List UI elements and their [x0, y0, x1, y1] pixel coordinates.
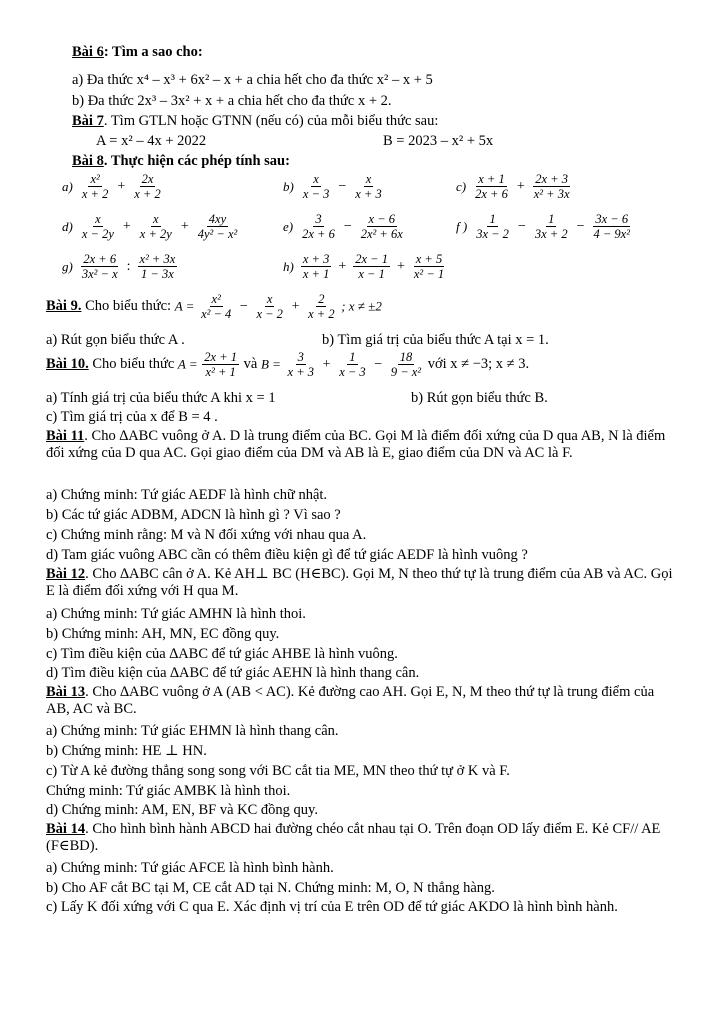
b8-expr-b: [283, 172, 385, 201]
fraction: [138, 212, 174, 241]
b14-text: . Cho hình bình hành ABCD hai đường chéo cắt nhau tại O. Trên đoạn OD lấy điểm E. Kẻ CF// AE (F∈BD).: [46, 821, 661, 854]
b7-title-rest: . Tìm GTLN hoặc GTNN (nếu có) của mỗi biểu thức sau:: [103, 113, 439, 129]
operator: +: [180, 218, 189, 234]
denominator: 3x + 2: [534, 227, 568, 241]
b6-b: b) Đa thức 2x³ – 3x² + x + a chia hết cho đa thức x + 2.: [72, 93, 392, 109]
b12-b: b) Chứng minh: AH, MN, EC đồng quy.: [46, 626, 280, 642]
denominator: x + 2: [134, 187, 161, 201]
b14-b: b) Cho AF cắt BC tại M, CE cắt AD tại N. Chứng minh: M, O, N thẳng hàng.: [46, 880, 495, 896]
b6-a: a) Đa thức x⁴ – x³ + 6x² – x + a chia hết cho đa thức x² – x + 5: [72, 72, 433, 88]
fraction: [353, 172, 383, 201]
denominator: 3x² − x: [81, 267, 118, 281]
b9-a: a) Rút gọn biểu thức A .: [46, 332, 185, 348]
b8-title-rest: . Thực hiện các phép tính sau:: [103, 153, 290, 169]
denominator: x − 1: [358, 267, 385, 281]
expr-label: g): [62, 258, 73, 274]
fraction: [300, 212, 337, 241]
denominator: 4 − 9x²: [593, 227, 630, 241]
operator: +: [516, 178, 525, 194]
numerator: 2x + 1: [204, 350, 238, 364]
operator: −: [343, 218, 352, 234]
b10-condition: với x ≠ −3; x ≠ 3.: [427, 356, 530, 372]
b14-title: Bài 14: [46, 821, 86, 837]
b8-heading: [72, 153, 290, 170]
denominator: 4y² − x²: [197, 227, 238, 241]
b14-a: a) Chứng minh: Tứ giác AFCE là hình bình hành.: [46, 860, 334, 876]
expr-label: e): [283, 218, 294, 234]
denominator: x − 3: [339, 365, 366, 379]
fraction: [412, 252, 446, 281]
fraction: [202, 350, 239, 379]
b13-b: b) Chứng minh: HE ⊥ HN.: [46, 743, 207, 759]
numerator: 4xy: [208, 212, 227, 226]
denominator: x − 2: [256, 307, 283, 321]
b10-statement: [46, 350, 529, 379]
operator: −: [374, 356, 383, 372]
denominator: x + 1: [302, 267, 330, 281]
b8-expr-d: [62, 212, 240, 241]
fraction: [254, 292, 284, 321]
denominator: x − 3: [302, 187, 330, 201]
numerator: 2x: [141, 172, 154, 186]
denominator: x − 2y: [81, 227, 114, 241]
numerator: x − 6: [368, 212, 395, 226]
operator: +: [322, 356, 331, 372]
b6-heading: [72, 44, 203, 61]
b9-condition: ; x ≠ ±2: [341, 298, 382, 314]
fraction: [286, 350, 316, 379]
fraction: [199, 292, 233, 321]
b13-d: d) Chứng minh: AM, EN, BF và KC đồng quy.: [46, 802, 318, 818]
numerator: 2x − 1: [355, 252, 388, 266]
denominator: x + 2: [308, 307, 335, 321]
numerator: 2x + 3: [535, 172, 568, 186]
numerator: 1: [489, 212, 496, 226]
denominator: x + 3: [287, 365, 315, 379]
fraction: [474, 212, 511, 241]
operator: +: [396, 258, 405, 274]
fraction: [473, 172, 510, 201]
b7-B: B = 2023 – x² + 5x: [383, 133, 494, 149]
expr-label: a): [62, 178, 73, 194]
fraction: [532, 172, 572, 201]
expr-label: f ): [456, 218, 468, 234]
b8-expr-a: [62, 172, 164, 201]
b12-statement: [46, 566, 680, 600]
numerator: 2x + 6: [83, 252, 117, 266]
fraction: [301, 172, 331, 201]
b7-heading: [72, 113, 438, 130]
operator: +: [122, 218, 131, 234]
fraction: [306, 292, 336, 321]
b6-title-rest: : Tìm a sao cho:: [103, 44, 203, 60]
b11-text: . Cho ∆ABC vuông ở A. D là trung điểm của BC. Gọi M là điểm đối xứng của D qua AB, N là điểm đối xứng của D qua AC. Gọi giao điểm của DM và AB là E, giao điểm của DN và AC là F.: [46, 428, 666, 461]
b9-intro: Cho biểu thức:: [81, 298, 175, 314]
b9-title: Bài 9.: [46, 298, 82, 314]
numerator: 1: [349, 350, 356, 364]
numerator: x: [313, 172, 319, 186]
numerator: x + 5: [415, 252, 443, 266]
expr-label: c): [456, 178, 467, 194]
numerator: 3x − 6: [595, 212, 629, 226]
denominator: x² − 1: [413, 267, 445, 281]
b10-title: Bài 10.: [46, 356, 89, 372]
numerator: x: [266, 292, 273, 306]
b11-title: Bài 11: [46, 428, 85, 444]
b13-text: . Cho ∆ABC vuông ở A (AB < AC). Kẻ đường cao AH. Gọi E, N, M theo thứ tự là trung điểm của AB, AC và BC.: [46, 684, 655, 717]
b7-title: Bài 7: [72, 113, 104, 129]
b10-c: c) Tìm giá trị của x để B = 4 .: [46, 409, 218, 425]
b9-b: b) Tìm giá trị của biểu thức A tại x = 1.: [322, 332, 549, 348]
denominator: 1 − 3x: [141, 267, 174, 281]
b7-A: A = x² – 4x + 2022: [96, 133, 207, 149]
b13-a: a) Chứng minh: Tứ giác EHMN là hình thang cân.: [46, 723, 339, 739]
operator: −: [338, 178, 347, 194]
numerator: x² + 3x: [139, 252, 176, 266]
b12-a: a) Chứng minh: Tứ giác AMHN là hình thoi.: [46, 606, 306, 622]
expr-label: h): [283, 258, 294, 274]
fraction: [80, 212, 116, 241]
denominator: 9 − x²: [390, 365, 422, 379]
b14-statement: [46, 821, 680, 855]
b10-and: và: [243, 356, 261, 372]
b13-title: Bài 13: [46, 684, 86, 700]
operator: −: [517, 218, 526, 234]
denominator: 3x − 2: [476, 227, 509, 241]
operator: +: [117, 178, 126, 194]
b11-c: c) Chứng minh rằng: M và N đối xứng với nhau qua A.: [46, 527, 367, 543]
numerator: x + 1: [478, 172, 505, 186]
denominator: x² − 4: [201, 307, 232, 321]
b10-b: b) Rút gọn biểu thức B.: [411, 390, 548, 406]
b10-intro: Cho biểu thức: [88, 356, 178, 372]
b8-expr-c: [456, 172, 573, 201]
fraction: [301, 252, 331, 281]
b11-a: a) Chứng minh: Tứ giác AEDF là hình chữ nhật.: [46, 487, 328, 503]
expr-label: b): [283, 178, 294, 194]
fraction: [337, 350, 367, 379]
b10-A: A =: [177, 356, 198, 372]
b6-title: Bài 6: [72, 44, 104, 60]
b9-statement: [46, 292, 382, 321]
fraction: [359, 212, 405, 241]
denominator: x + 3: [355, 187, 382, 201]
fraction: [196, 212, 240, 241]
b12-text: . Cho ∆ABC cân ở A. Kẻ AH⊥ BC (H∈BC). Gọi M, N theo thứ tự là trung điểm của AB và AC. Gọi E là điểm đối xứng với H qua M.: [46, 566, 673, 599]
numerator: 2: [318, 292, 325, 306]
b13-c2: Chứng minh: Tứ giác AMBK là hình thoi.: [46, 783, 291, 799]
denominator: x + 2: [81, 187, 109, 201]
operator: :: [126, 258, 131, 274]
fraction: [353, 252, 390, 281]
operator: +: [291, 298, 300, 314]
numerator: x²: [90, 172, 100, 186]
expr-label: d): [62, 218, 73, 234]
numerator: x²: [211, 292, 221, 306]
denominator: 2x² + 6x: [360, 227, 403, 241]
fraction: [80, 172, 110, 201]
b12-c: c) Tìm điều kiện của ∆ABC để tứ giác AHBE là hình vuông.: [46, 646, 398, 662]
fraction: [80, 252, 120, 281]
b12-title: Bài 12: [46, 566, 86, 582]
b8-expr-f: [456, 212, 633, 241]
numerator: 3: [297, 350, 304, 364]
numerator: x: [95, 212, 101, 226]
operator: −: [239, 298, 248, 314]
denominator: x² + 3x: [533, 187, 570, 201]
b8-title: Bài 8: [72, 153, 104, 169]
b8-expr-g: [62, 252, 178, 281]
b12-d: d) Tìm điều kiện của ∆ABC để tứ giác AEHN là hình thang cân.: [46, 665, 420, 681]
numerator: 18: [399, 350, 413, 364]
numerator: 3: [315, 212, 322, 226]
numerator: x: [365, 172, 372, 186]
operator: +: [338, 258, 347, 274]
b8-expr-e: [283, 212, 406, 241]
b14-c: c) Lấy K đối xứng với C qua E. Xác định vị trí của E trên OD để tứ giác AKDO là hình bình hành.: [46, 899, 618, 915]
numerator: x + 3: [302, 252, 330, 266]
b9-A: A =: [174, 298, 195, 314]
fraction: [132, 172, 162, 201]
b11-d: d) Tam giác vuông ABC cần có thêm điều kiện gì để tứ giác AEDF là hình vuông ?: [46, 547, 528, 563]
b11-b: b) Các tứ giác ADBM, ADCN là hình gì ? Vì sao ?: [46, 507, 341, 523]
b10-a: a) Tính giá trị của biểu thức A khi x = 1: [46, 390, 276, 406]
numerator: 1: [548, 212, 555, 226]
denominator: x + 2y: [139, 227, 172, 241]
denominator: 2x + 6: [475, 187, 508, 201]
denominator: x² + 1: [205, 365, 236, 379]
fraction: [389, 350, 423, 379]
b13-c: c) Từ A kẻ đường thẳng song song với BC cắt tia ME, MN theo thứ tự ở K và F.: [46, 763, 510, 779]
b8-expr-h: [283, 252, 447, 281]
operator: −: [576, 218, 585, 234]
fraction: [591, 212, 631, 241]
b11-statement: [46, 428, 680, 462]
fraction: [138, 252, 178, 281]
b10-B: B =: [260, 356, 281, 372]
denominator: 2x + 6: [302, 227, 335, 241]
b13-statement: [46, 684, 680, 718]
numerator: x: [153, 212, 159, 226]
fraction: [533, 212, 570, 241]
